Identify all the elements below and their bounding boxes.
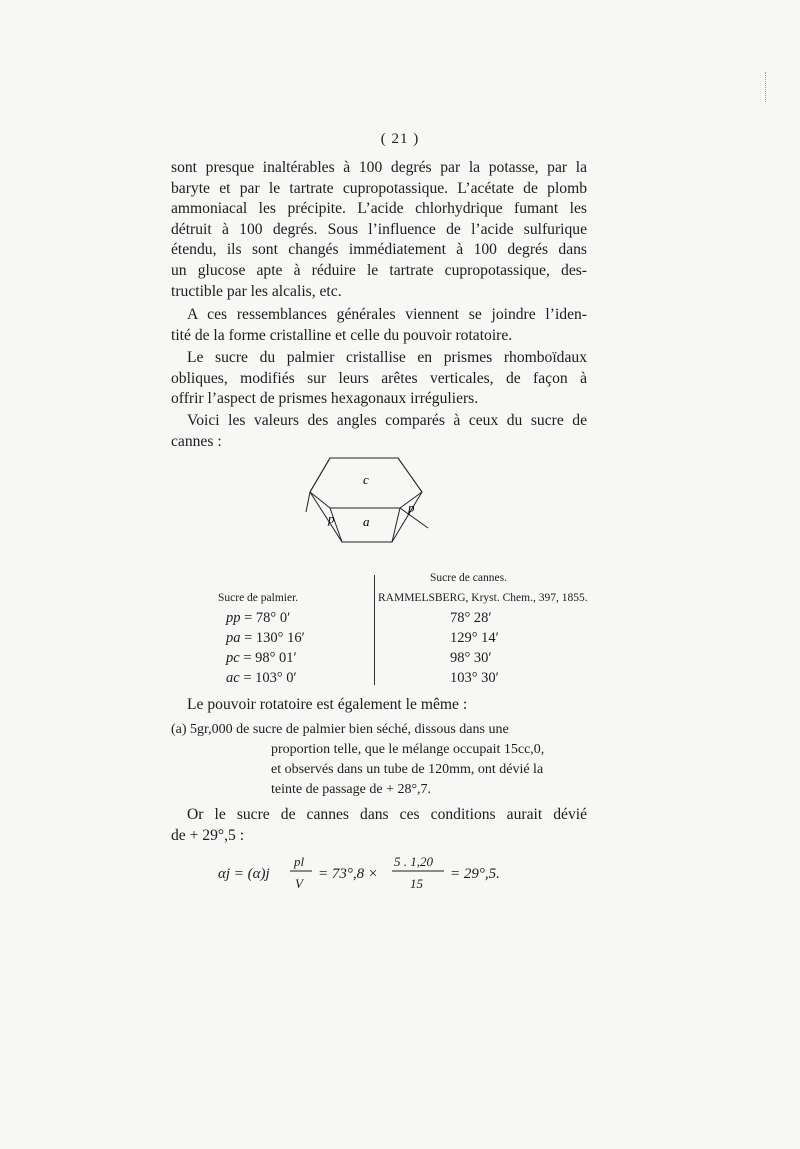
table-row: pc = 98° 01′: [226, 650, 297, 666]
rotation-formula: [218, 852, 538, 896]
face-label-a: a: [363, 514, 370, 529]
text-line: Le pouvoir rotatoire est également le même :: [187, 696, 468, 713]
table-row: pp = 78° 0′: [226, 610, 291, 626]
face-label-p-left: p: [328, 511, 335, 526]
text-line: (a) 5gr,000 de sucre de palmier bien séché, dissous dans une: [171, 722, 509, 737]
table-right-header-1: Sucre de cannes.: [430, 572, 507, 584]
formula-lhs: αj = (α)j: [218, 866, 270, 882]
formula-rhs: = 29°,5.: [450, 866, 500, 882]
footnote-a: [171, 720, 544, 800]
text-line: ammoniacal les précipite. L’acide chlorhydrique fumant les: [171, 200, 587, 218]
text-line: étendu, ils sont changés immédiatement à 100 degrés dans: [171, 241, 587, 259]
table-divider: [374, 575, 375, 685]
paragraph-4: [171, 411, 587, 452]
formula-frac1-num: pl: [294, 854, 305, 869]
paragraph-2: [171, 305, 587, 346]
text-line: proportion telle, que le mélange occupait 15cc,0,: [271, 742, 545, 757]
paragraph-3: [171, 348, 587, 410]
table-cell: 78° 28′: [450, 610, 492, 626]
text-line: Le sucre du palmier cristallise en prismes rhomboïdaux: [187, 349, 587, 366]
text-line: obliques, modifiés sur leurs arêtes verticales, de façon à: [171, 369, 587, 387]
text-line: de + 29°,5 :: [171, 826, 245, 844]
formula-frac2-den: 15: [410, 876, 423, 891]
face-label-c: c: [363, 472, 369, 487]
formula-frac2-num: 5 . 1,20: [394, 854, 433, 869]
paragraph-5: [187, 695, 587, 716]
text-line: sont presque inaltérables à 100 degrés par la potasse, par la: [171, 159, 587, 176]
text-line: cannes :: [171, 432, 222, 450]
text-line: tructible par les alcalis, etc.: [171, 282, 342, 300]
formula-mid: = 73°,8 ×: [318, 866, 378, 882]
text-line: A ces ressemblances générales viennent se joindre l’iden-: [187, 306, 587, 323]
text-line: tité de la forme cristalline et celle du pouvoir rotatoire.: [171, 326, 513, 344]
table-cell: 103° 30′: [450, 670, 499, 686]
table-row: pa = 130° 16′: [226, 630, 305, 646]
formula-frac1-den: V: [295, 876, 303, 891]
margin-marks: [765, 72, 767, 102]
text-line: un glucose apte à réduire le tartrate cupropotassique, des-: [171, 261, 587, 279]
table-cell: 129° 14′: [450, 630, 499, 646]
page-number: ( 21 ): [380, 131, 420, 147]
text-line: Or le sucre de cannes dans ces conditions aurait dévié: [187, 806, 587, 823]
table-row: ac = 103° 0′: [226, 670, 297, 686]
paragraph-1: [171, 158, 587, 302]
paragraph-6: [171, 805, 587, 846]
text-line: offrir l’aspect de prismes hexagonaux irréguliers.: [171, 390, 479, 408]
table-right-header-2: RAMMELSBERG, Kryst. Chem., 397, 1855.: [378, 592, 588, 604]
crystal-diagram: [300, 450, 440, 550]
text-line: teinte de passage de + 28°,7.: [271, 782, 432, 797]
text-line: et observés dans un tube de 120mm, ont dévié la: [271, 762, 544, 777]
text-line: détruit à 100 degrés. Sous l’influence de l’acide sulfurique: [171, 220, 587, 238]
face-label-p-right: p: [408, 500, 415, 515]
text-line: Voici les valeurs des angles comparés à ceux du sucre de: [187, 412, 587, 429]
crystal-outline: [310, 458, 422, 542]
table-cell: 98° 30′: [450, 650, 492, 666]
table-left-header: Sucre de palmier.: [218, 592, 299, 604]
text-line: baryte et par le tartrate cupropotassique. L’acétate de plomb: [171, 179, 587, 197]
